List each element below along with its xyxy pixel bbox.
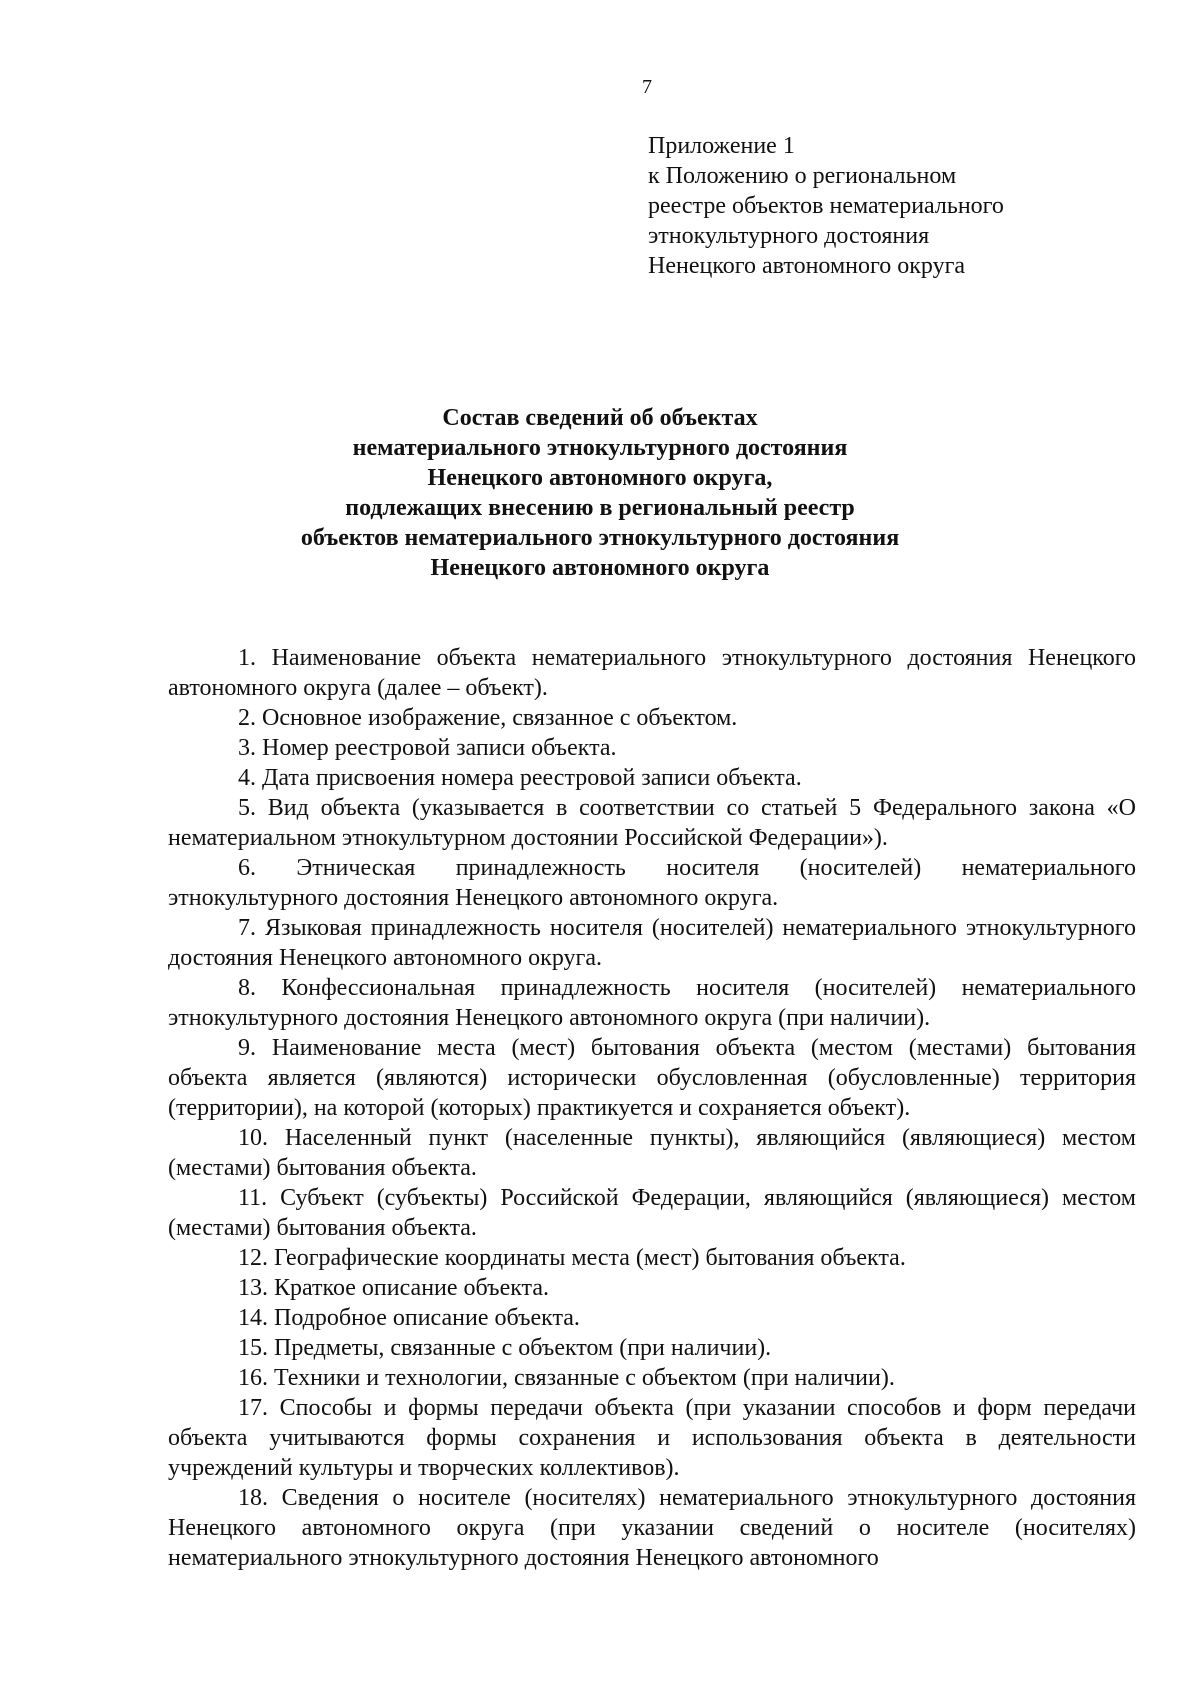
list-item: 5. Вид объекта (указывается в соответствии со статьей 5 Федерального закона «О нематериальном этнокультурном достоянии Российской Федерации»).	[168, 795, 1136, 851]
list-item: 11. Субъект (субъекты) Российской Федерации, являющийся (являющиеся) местом (местами) бытования объекта.	[168, 1185, 1136, 1241]
appendix-header	[648, 131, 1004, 281]
list-item: 16. Техники и технологии, связанные с объектом (при наличии).	[238, 1365, 895, 1391]
list-item: 7. Языковая принадлежность носителя (носителей) нематериального этнокультурного достояния Ненецкого автономного округа.	[168, 915, 1136, 971]
list-item: 10. Населенный пункт (населенные пункты), являющийся (являющиеся) местом (местами) бытования объекта.	[168, 1125, 1136, 1181]
appendix-line: этнокультурного достояния	[648, 223, 930, 249]
list-item: 18. Сведения о носителе (носителях) нематериального этнокультурного достояния Ненецкого автономного округа (при указании сведений о носителе (носителях) нематериального этнокультурного достояния Ненецкого автономного	[168, 1485, 1136, 1571]
list-item: 9. Наименование места (мест) бытования объекта (местом (местами) бытования объекта является (являются) исторически обусловленная (обусловленные) территория (территории), на которой (которых) практикуется и сохраняется объект).	[168, 1035, 1136, 1121]
title-line: Ненецкого автономного округа	[430, 555, 770, 581]
appendix-line: Ненецкого автономного округа	[648, 253, 966, 279]
list-item: 17. Способы и формы передачи объекта (при указании способов и форм передачи объекта учитываются формы сохранения и использования объекта в деятельности учреждений культуры и творческих коллективов).	[168, 1395, 1136, 1481]
page-number: 7	[642, 76, 652, 98]
title-line: Ненецкого автономного округа,	[427, 465, 773, 491]
appendix-line: реестре объектов нематериального	[648, 193, 1004, 219]
list-item: 3. Номер реестровой записи объекта.	[238, 735, 617, 761]
list-item: 2. Основное изображение, связанное с объектом.	[238, 705, 738, 731]
appendix-line: к Положению о региональном	[648, 163, 957, 189]
appendix-line: Приложение 1	[648, 133, 795, 159]
title-line: объектов нематериального этнокультурного достояния	[300, 525, 900, 551]
list-item: 4. Дата присвоения номера реестровой записи объекта.	[238, 765, 802, 791]
list-item: 14. Подробное описание объекта.	[238, 1305, 580, 1331]
list-item: 1. Наименование объекта нематериального этнокультурного достояния Ненецкого автономного округа (далее – объект).	[168, 645, 1136, 701]
items-list	[168, 643, 1136, 1573]
list-item: 13. Краткое описание объекта.	[238, 1275, 549, 1301]
title-line: нематериального этнокультурного достояния	[352, 435, 848, 461]
title-line: подлежащих внесению в региональный реестр	[345, 495, 855, 521]
list-item: 6. Этническая принадлежность носителя (носителей) нематериального этнокультурного достояния Ненецкого автономного округа.	[168, 855, 1136, 911]
title-line: Состав сведений об объектах	[442, 405, 758, 431]
document-title	[0, 403, 1200, 583]
list-item: 12. Географические координаты места (мест) бытования объекта.	[238, 1245, 906, 1271]
list-item: 15. Предметы, связанные с объектом (при наличии).	[238, 1335, 772, 1361]
list-item: 8. Конфессиональная принадлежность носителя (носителей) нематериального этнокультурного достояния Ненецкого автономного округа (при наличии).	[168, 975, 1136, 1031]
